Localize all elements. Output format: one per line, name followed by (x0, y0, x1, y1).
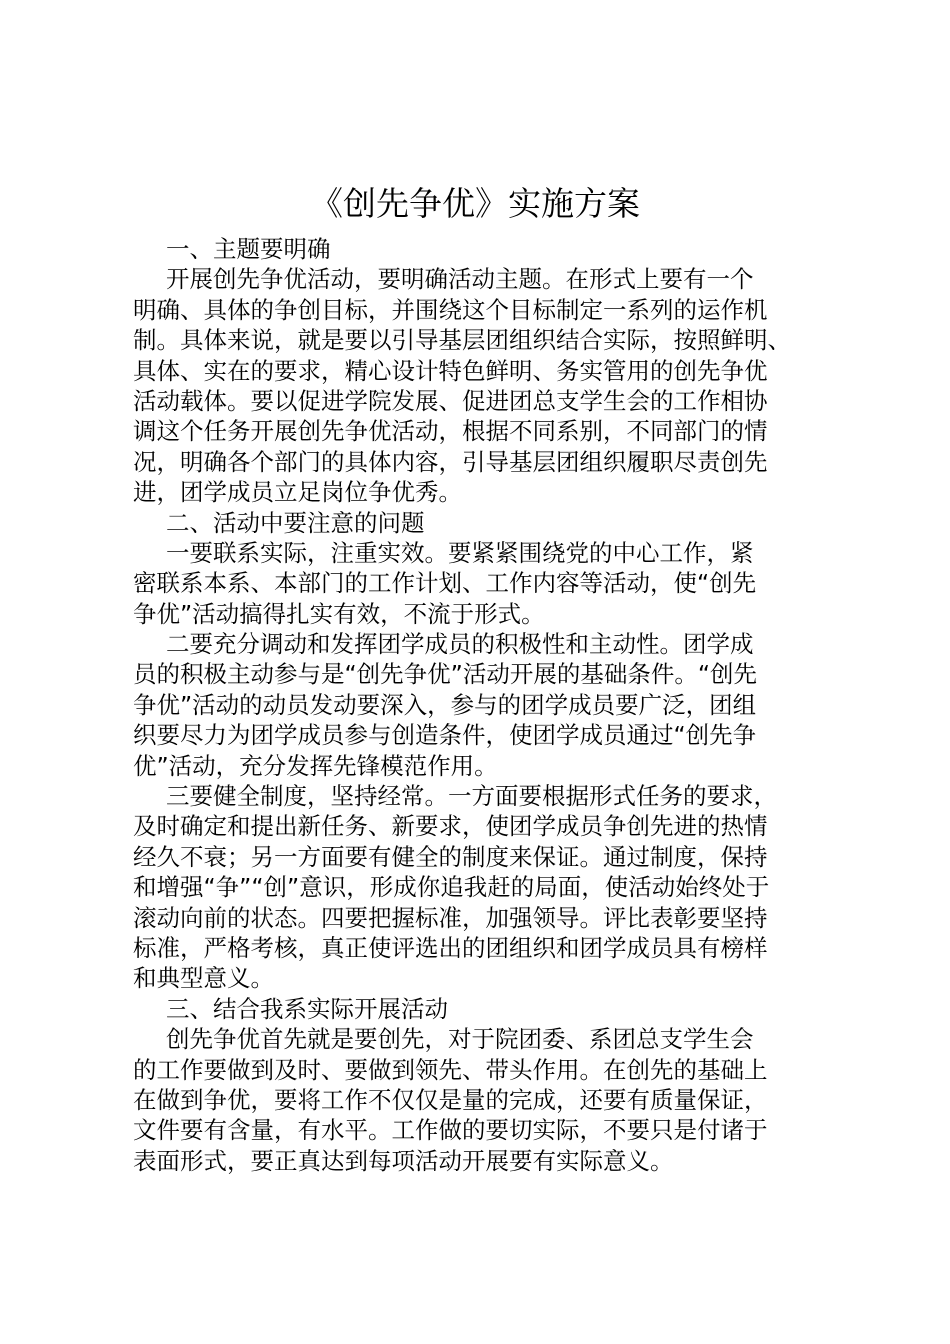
paragraph-line: 经久不衰；另一方面要有健全的制度来保证。通过制度，保持 (133, 842, 768, 871)
paragraph-line: 一要联系实际，注重实效。要紧紧围绕党的中心工作，紧 (166, 538, 754, 567)
paragraph-line: 及时确定和提出新任务、新要求，使团学成员争创先进的热情 (133, 812, 768, 841)
paragraph-line: 明确、具体的争创目标，并围绕这个目标制定一系列的运作机 (133, 295, 768, 324)
paragraph-line: 滚动向前的状态。四要把握标准，加强领导。评比表彰要坚持 (133, 903, 768, 932)
paragraph-line: 创先争优首先就是要创先，对于院团委、系团总支学生会 (166, 1025, 754, 1054)
section-heading: 三、结合我系实际开展活动 (166, 994, 448, 1023)
paragraph-line: 在做到争优，要将工作不仅仅是量的完成，还要有质量保证， (133, 1085, 768, 1114)
paragraph-line: 况，明确各个部门的具体内容，引导基层团组织履职尽责创先 (133, 447, 768, 476)
paragraph-line: 标准，严格考核，真正使评选出的团组织和团学成员具有榜样 (133, 933, 768, 962)
paragraph-line: 织要尽力为团学成员参与创造条件，使团学成员通过“创先争 (133, 721, 757, 750)
document-body (133, 234, 829, 1176)
paragraph-line: 具体、实在的要求，精心设计特色鲜明、务实管用的创先争优 (133, 356, 768, 385)
paragraph-line: 活动载体。要以促进学院发展、促进团总支学生会的工作相协 (133, 386, 768, 415)
paragraph-line: 表面形式，要正真达到每项活动开展要有实际意义。 (133, 1146, 674, 1175)
section-heading: 一、主题要明确 (166, 235, 331, 263)
paragraph-line: 三要健全制度，坚持经常。一方面要根据形式任务的要求， (166, 782, 777, 811)
paragraph-line: 和增强“争”“创”意识，形成你追我赶的局面，使活动始终处于 (133, 873, 770, 902)
document-title: 《创先争优》实施方案 (310, 184, 640, 223)
paragraph-line: 进，团学成员立足岗位争优秀。 (133, 478, 462, 507)
section-heading: 二、活动中要注意的问题 (166, 508, 425, 537)
paragraph-line: 争优”活动搞得扎实有效，不流于形式。 (133, 599, 545, 628)
paragraph-line: 密联系本系、本部门的工作计划、工作内容等活动，使“创先 (133, 569, 757, 598)
paragraph-line: 员的积极主动参与是“创先争优”活动开展的基础条件。“创先 (133, 660, 758, 689)
paragraph-line: 优”活动，充分发挥先锋模范作用。 (133, 751, 498, 780)
paragraph-line: 和典型意义。 (133, 964, 274, 993)
paragraph-line: 文件要有含量，有水平。工作做的要切实际，不要只是付诸于 (133, 1116, 768, 1145)
paragraph-line: 争优”活动的动员发动要深入，参与的团学成员要广泛，团组 (133, 690, 757, 719)
paragraph-line: 开展创先争优活动，要明确活动主题。在形式上要有一个 (166, 265, 754, 294)
paragraph-line: 二要充分调动和发挥团学成员的积极性和主动性。团学成 (166, 630, 754, 659)
paragraph-line: 调这个任务开展创先争优活动，根据不同系别，不同部门的情 (133, 417, 768, 446)
paragraph-line: 的工作要做到及时、要做到领先、带头作用。在创先的基础上 (133, 1055, 768, 1084)
paragraph-line: 制。具体来说，就是要以引导基层团组织结合实际，按照鲜明、 (133, 326, 791, 355)
